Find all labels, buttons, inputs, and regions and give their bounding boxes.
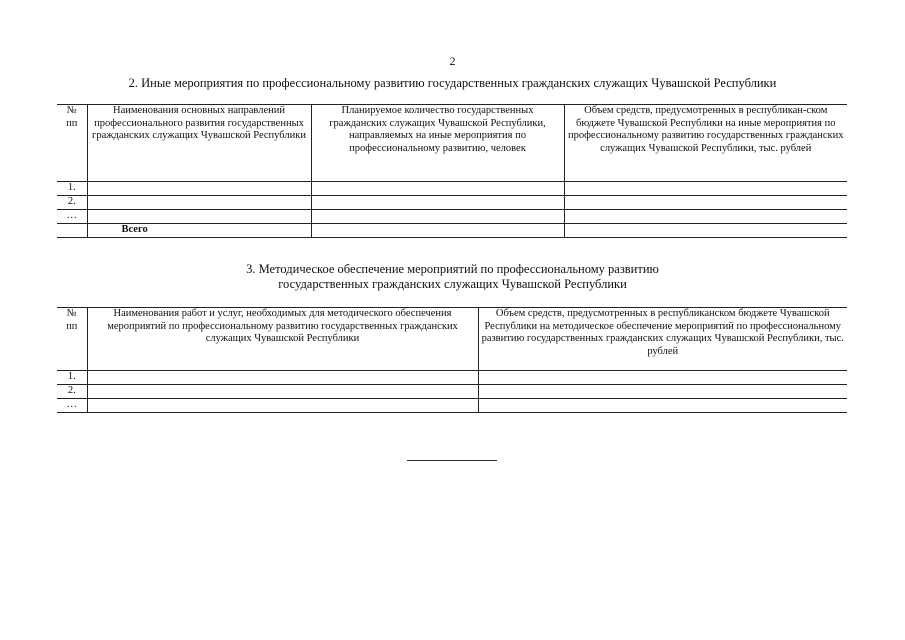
section-3-table bbox=[57, 307, 847, 413]
table-cell bbox=[57, 224, 87, 238]
table-cell[interactable] bbox=[87, 385, 478, 399]
section-2-table bbox=[57, 104, 847, 238]
table-cell[interactable] bbox=[311, 182, 564, 196]
table-cell[interactable] bbox=[564, 182, 847, 196]
section-3-title bbox=[0, 262, 905, 292]
section-2-title: 2. Иные мероприятия по профессиональному развитию государственных гражданских служащих Чувашской Республики bbox=[128, 76, 777, 90]
end-divider bbox=[407, 460, 497, 461]
table-cell[interactable] bbox=[478, 399, 847, 413]
table-cell[interactable] bbox=[564, 224, 847, 238]
table-row bbox=[57, 196, 847, 210]
table-cell[interactable] bbox=[87, 399, 478, 413]
column-header-number: № пп bbox=[57, 105, 87, 182]
table-cell[interactable] bbox=[87, 371, 478, 385]
table-row bbox=[57, 371, 847, 385]
row-number: … bbox=[57, 399, 87, 413]
column-header-planned-count: Планируемое количество государственных гражданских служащих Чувашской Республики, направляемых на иные мероприятия по профессиональному развитию, человек bbox=[311, 105, 564, 182]
table-cell[interactable] bbox=[87, 182, 311, 196]
table-header-row bbox=[57, 308, 847, 371]
row-number: 2. bbox=[57, 385, 87, 399]
row-number: 1. bbox=[57, 371, 87, 385]
row-number: 1. bbox=[57, 182, 87, 196]
table-cell[interactable] bbox=[311, 224, 564, 238]
section-3-title-line-1: 3. Методическое обеспечение мероприятий по профессиональному развитию bbox=[246, 262, 659, 276]
page-number: 2 bbox=[449, 54, 456, 68]
row-number: … bbox=[57, 210, 87, 224]
table-cell[interactable] bbox=[87, 196, 311, 210]
table-header-row bbox=[57, 105, 847, 182]
table-cell[interactable] bbox=[87, 210, 311, 224]
table-cell[interactable] bbox=[564, 210, 847, 224]
table-row bbox=[57, 182, 847, 196]
column-header-number: № пп bbox=[57, 308, 87, 371]
table-cell[interactable] bbox=[311, 210, 564, 224]
table-cell[interactable] bbox=[478, 385, 847, 399]
row-number: 2. bbox=[57, 196, 87, 210]
column-header-works: Наименования работ и услуг, необходимых для методического обеспечения мероприятий по профессиональному развитию государственных гражданских служащих Чувашской Республики bbox=[87, 308, 478, 371]
column-header-funds: Объем средств, предусмотренных в республиканском бюджете Чувашской Республики на методическое обеспечение мероприятий по профессиональному развитию государственных гражданских служащих Чувашской Республики, тыс. рублей bbox=[478, 308, 847, 371]
table-row bbox=[57, 385, 847, 399]
table-cell[interactable] bbox=[311, 196, 564, 210]
table-row bbox=[57, 399, 847, 413]
column-header-directions: Наименования основных направлений профессионального развития государственных гражданских служащих Чувашской Республики bbox=[87, 105, 311, 182]
table-cell[interactable] bbox=[564, 196, 847, 210]
total-row bbox=[57, 224, 847, 238]
table-cell[interactable] bbox=[478, 371, 847, 385]
table-row bbox=[57, 210, 847, 224]
total-label: Всего bbox=[87, 224, 311, 238]
column-header-funds: Объем средств, предусмотренных в республикан-ском бюджете Чувашской Республики на иные мероприятия по профессиональному развитию государственных гражданских служащих Чувашской Республики, тыс. рублей bbox=[564, 105, 847, 182]
section-3-title-line-2: государственных гражданских служащих Чувашской Республики bbox=[278, 277, 627, 291]
